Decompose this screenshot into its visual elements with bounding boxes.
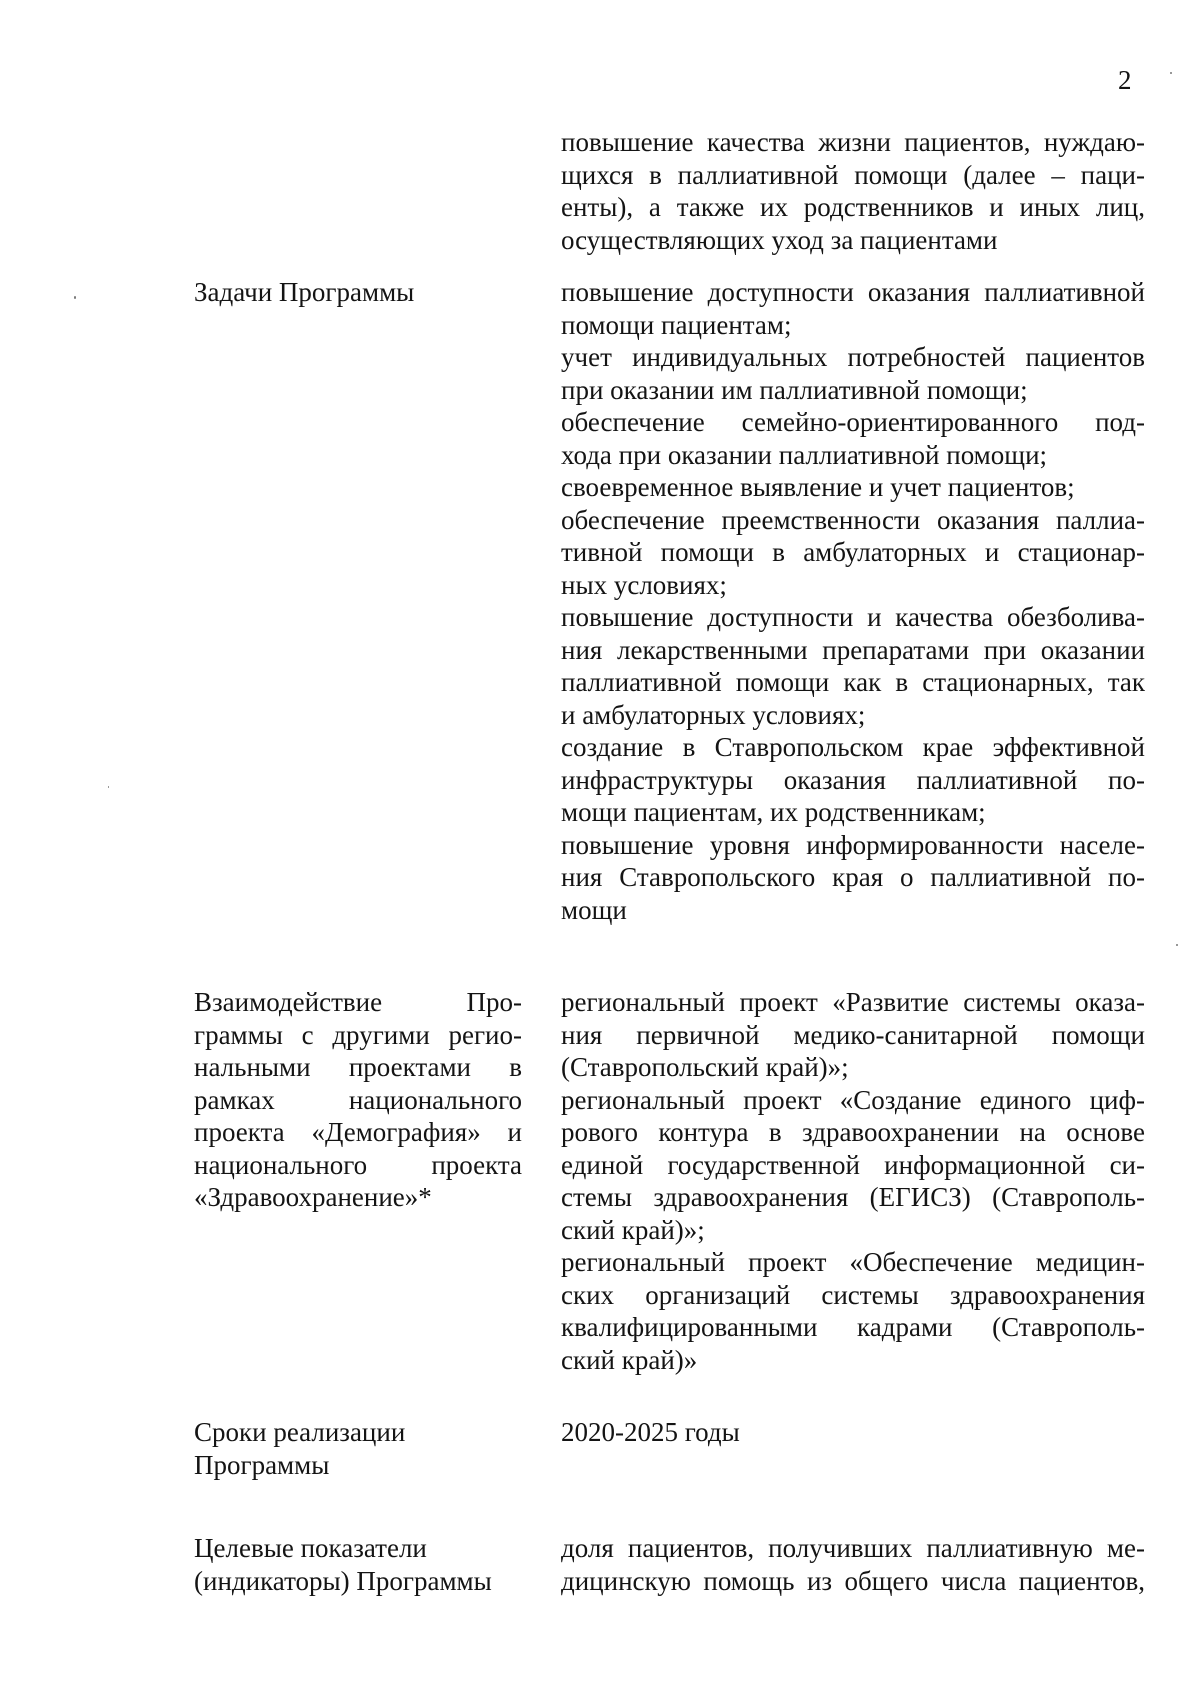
indicators-label — [194, 1532, 522, 1597]
text-line: учет индивидуальных потребностей пациентов — [561, 342, 1145, 372]
text-line: мощи пациентам, их родственникам; — [561, 797, 986, 827]
text-line: обеспечение семейно-ориентированного под- — [561, 407, 1145, 437]
scan-speck — [108, 786, 109, 788]
text-line: паллиативной помощи как в стационарных, так — [561, 667, 1145, 697]
text-line: енты), а также их родственников и иных лиц, — [561, 192, 1145, 222]
text-line: обеспечение преемственности оказания паллиа- — [561, 504, 1145, 535]
goal-text — [561, 126, 1145, 256]
text-line: дицинскую помощь из общего числа пациентов, — [561, 1565, 1145, 1596]
text-line: повышение доступности и качества обезболива- — [561, 602, 1145, 632]
text-line: региональный проект «Развитие системы оказа- — [561, 987, 1145, 1017]
text-line: квалифицированными кадрами (Ставрополь- — [561, 1312, 1145, 1342]
text-line: повышение доступности оказания паллиативной — [561, 277, 1145, 307]
text-line: осуществляющих уход за пациентами — [561, 224, 998, 255]
text-line: (Ставропольский край)»; — [561, 1052, 849, 1082]
text-line: щихся в паллиативной помощи (далее – паци- — [561, 159, 1145, 190]
text-line: помощи пациентам; — [561, 309, 792, 340]
label-line: национального проекта — [194, 1149, 522, 1180]
text-line: ных условиях; — [561, 569, 727, 600]
label-line: Сроки реализации — [194, 1417, 406, 1447]
text-line: ния Ставропольского края о паллиативной по- — [561, 862, 1145, 892]
text-line: и амбулаторных условиях; — [561, 699, 866, 730]
label-line: Целевые показатели — [194, 1533, 427, 1563]
terms-value: 2020-2025 годы — [561, 1417, 740, 1447]
text-line: ния первичной медико-санитарной помощи — [561, 1019, 1145, 1050]
text-line: ский край)»; — [561, 1214, 705, 1245]
label-line: «Здравоохранение»* — [194, 1182, 432, 1212]
text-line: региональный проект «Создание единого циф- — [561, 1084, 1145, 1115]
text-line: региональный проект «Обеспечение медицин- — [561, 1247, 1145, 1277]
terms-text — [561, 1416, 1145, 1449]
page-number: 2 — [1118, 65, 1132, 95]
interaction-label — [194, 986, 522, 1214]
tasks-text — [561, 276, 1145, 926]
text-line: создание в Ставропольском крае эффективной — [561, 732, 1145, 762]
scan-speck — [1170, 72, 1172, 74]
text-line: хода при оказании паллиативной помощи; — [561, 439, 1048, 470]
text-line: ских организаций системы здравоохранения — [561, 1279, 1145, 1310]
text-line: стемы здравоохранения (ЕГИСЗ) (Ставрополь- — [561, 1182, 1145, 1212]
text-line: мощи — [561, 894, 627, 925]
label-line: граммы с другими регио- — [194, 1019, 522, 1050]
tasks-label: Задачи Программы — [194, 277, 415, 307]
terms-label — [194, 1416, 522, 1481]
text-line: ния лекарственными препаратами при оказании — [561, 634, 1145, 665]
label-line: проекта «Демография» и — [194, 1117, 522, 1147]
text-line: при оказании им паллиативной помощи; — [561, 374, 1028, 405]
label-line: Программы — [194, 1449, 330, 1480]
interaction-text — [561, 986, 1145, 1376]
text-line: рового контура в здравоохранении на основе — [561, 1117, 1145, 1147]
label-line: рамках национального — [194, 1084, 522, 1115]
label-line: Взаимодействие Про- — [194, 987, 522, 1017]
text-line: единой государственной информационной си- — [561, 1149, 1145, 1180]
text-line: повышение качества жизни пациентов, нуждаю- — [561, 127, 1145, 157]
label-line: нальными проектами в — [194, 1052, 522, 1082]
text-line: тивной помощи в амбулаторных и стационар- — [561, 537, 1145, 567]
text-line: ский край)» — [561, 1344, 698, 1375]
text-line: повышение уровня информированности населе- — [561, 829, 1145, 860]
scan-speck — [74, 296, 76, 299]
indicators-text — [561, 1532, 1145, 1597]
text-line: своевременное выявление и учет пациентов; — [561, 472, 1075, 502]
text-line: инфраструктуры оказания паллиативной по- — [561, 764, 1145, 795]
text-line: доля пациентов, получивших паллиативную ме- — [561, 1533, 1145, 1563]
label-line: (индикаторы) Программы — [194, 1565, 492, 1596]
scan-speck — [1176, 944, 1178, 946]
